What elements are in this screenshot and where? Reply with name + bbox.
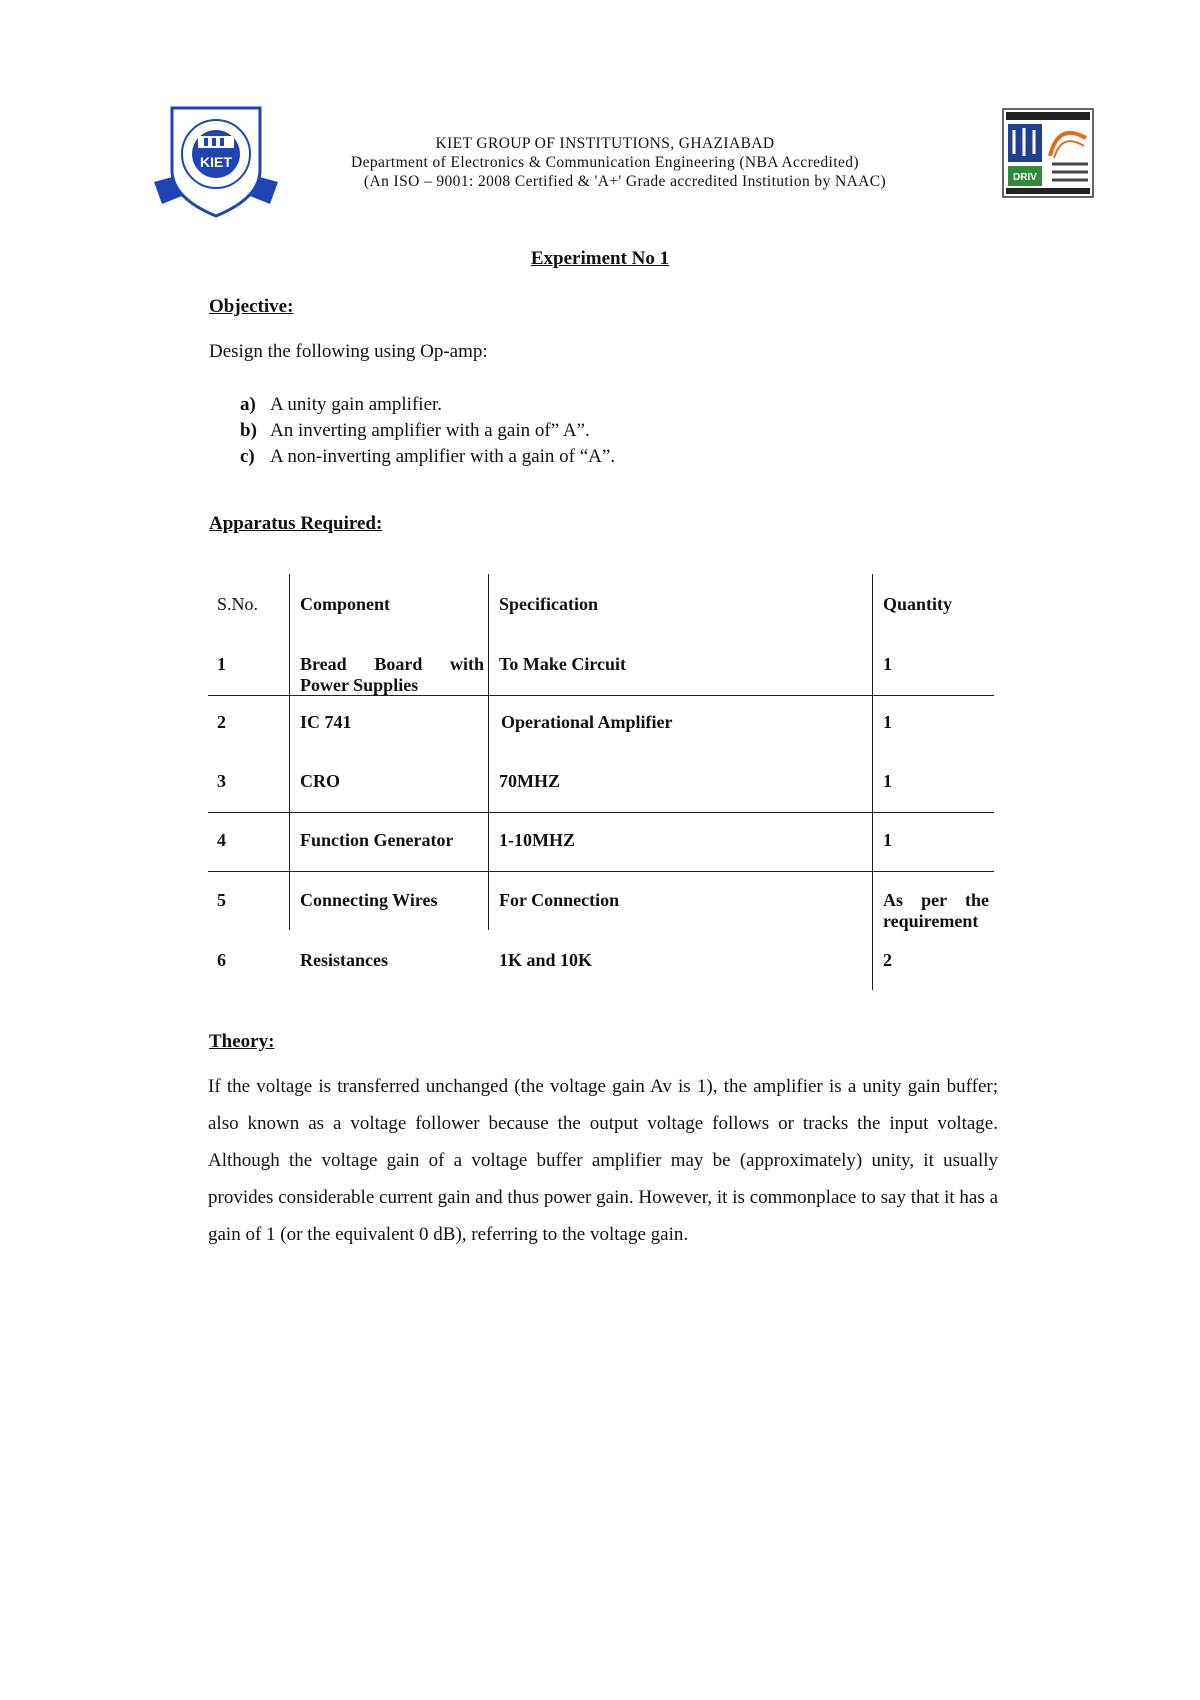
objective-list — [240, 392, 615, 470]
apparatus-table — [208, 574, 994, 990]
list-marker: a) — [240, 394, 256, 415]
table-cell-specification: 1K and 10K — [499, 950, 593, 970]
table-cell-specification: For Connection — [499, 890, 620, 910]
list-item-text: A non-inverting amplifier with a gain of “A”. — [270, 446, 616, 467]
column-header-sno: S.No. — [217, 594, 259, 614]
table-cell-specification: To Make Circuit — [499, 654, 627, 674]
theory-heading: Theory: — [209, 1031, 275, 1052]
table-cell-component: Connecting Wires — [300, 890, 438, 910]
table-rule — [208, 812, 994, 813]
department-name: Department of Electronics & Communication Engineering (NBA Accredited) — [351, 154, 859, 171]
column-header-component: Component — [300, 594, 391, 614]
list-item — [240, 444, 615, 470]
table-cell-quantity: 1 — [883, 830, 892, 850]
table-cell-sno: 3 — [217, 771, 226, 791]
table-cell-specification: 1-10MHZ — [499, 830, 575, 850]
table-cell-component: Bread Board with Power Supplies — [300, 654, 484, 695]
list-item — [240, 392, 615, 418]
list-marker: c) — [240, 446, 255, 467]
apparatus-heading: Apparatus Required: — [209, 513, 383, 534]
table-cell-sno: 4 — [217, 830, 226, 850]
table-cell-sno: 2 — [217, 712, 226, 732]
column-header-quantity: Quantity — [883, 594, 953, 614]
table-rule — [208, 871, 994, 872]
table-cell-sno: 1 — [217, 654, 226, 674]
theory-paragraph: If the voltage is transferred unchanged (the voltage gain Av is 1), the amplifier is a unity gain buffer; also known as a voltage follower because the output voltage follows or tracks the input voltage. Although the voltage gain of a voltage buffer amplifier may be (approximately) unity, it usually provides considerable current gain and thus power gain. However, it is commonplace to say that it has a gain of 1 (or the equivalent 0 dB), referring to the voltage gain. — [208, 1076, 998, 1245]
table-cell-quantity: 1 — [883, 771, 892, 791]
list-item-text: A unity gain amplifier. — [270, 394, 443, 415]
list-item-text: An inverting amplifier with a gain of” A”. — [270, 420, 590, 441]
table-cell-sno: 6 — [217, 950, 226, 970]
table-cell-specification: Operational Amplifier — [501, 712, 673, 732]
table-cell-component: IC 741 — [300, 712, 352, 732]
table-cell-sno: 5 — [217, 890, 226, 910]
accreditation-logo-icon — [1002, 108, 1094, 198]
table-divider — [872, 574, 873, 990]
table-cell-quantity: 1 — [883, 654, 892, 674]
column-header-specification: Specification — [499, 594, 598, 614]
svg-text:KIET: KIET — [200, 154, 232, 170]
accreditation-line: (An ISO – 9001: 2008 Certified & 'A+' Grade accredited Institution by NAAC) — [363, 173, 887, 190]
svg-text:DRIV: DRIV — [1013, 172, 1037, 183]
table-cell-quantity: 1 — [883, 712, 892, 732]
objective-intro: Design the following using Op-amp: — [209, 341, 488, 362]
objective-heading: Objective: — [209, 296, 294, 317]
institution-name: KIET GROUP OF INSTITUTIONS, GHAZIABAD — [435, 135, 775, 152]
table-cell-quantity: As per the requirement — [883, 890, 989, 931]
institution-header — [280, 134, 930, 191]
table-cell-quantity: 2 — [883, 950, 892, 970]
table-cell-specification: 70MHZ — [499, 771, 560, 791]
table-cell-component: Resistances — [300, 950, 388, 970]
table-divider — [488, 574, 489, 930]
experiment-title: Experiment No 1 — [530, 248, 670, 269]
list-marker: b) — [240, 420, 257, 441]
table-cell-component: Function Generator — [300, 830, 454, 850]
kiet-logo-icon — [148, 104, 284, 220]
list-item — [240, 418, 615, 444]
table-divider — [289, 574, 290, 930]
table-cell-component: CRO — [300, 771, 340, 791]
